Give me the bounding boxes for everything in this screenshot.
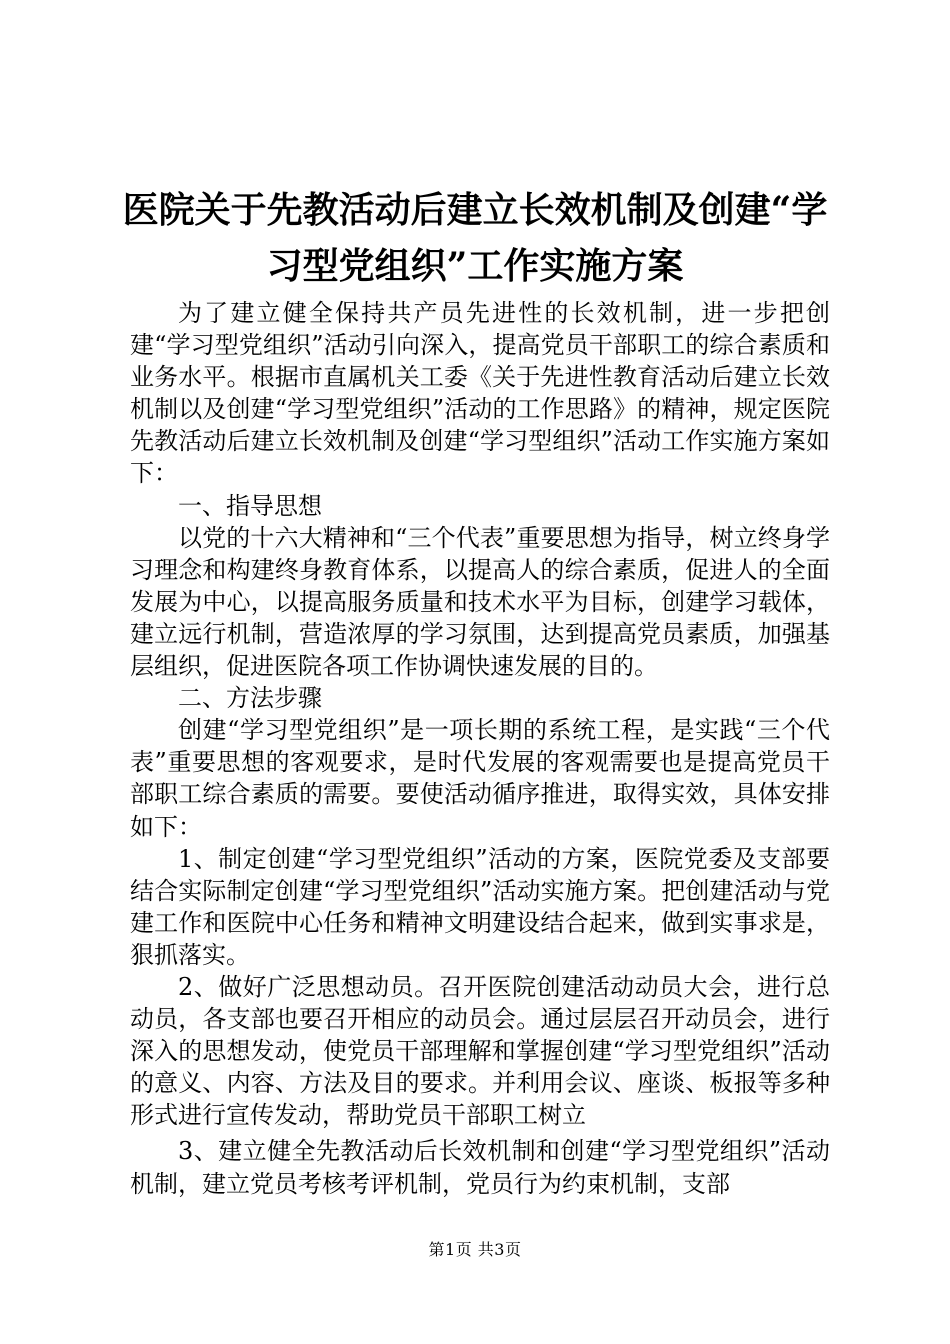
document-title-line-1: 医院关于先教活动后建立长效机制及创建“学 — [122, 189, 828, 231]
paragraph-guiding-thought: 以党的十六大精神和“三个代表”重要思想为指导，树立终身学习理念和构建终身教育体系，以提高人的综合素质，促进人的全面发展为中心，以提高服务质量和技术水平为目标，创建学习载体，建立远行机制，营造浓厚的学习氛围，达到提高党员素质，加强基层组织，促进医院各项工作协调快速发展的目的。 — [130, 523, 830, 681]
paragraph-step-1: 1、制定创建“学习型党组织”活动的方案，医院党委及支部要结合实际制定创建“学习型党组织”活动实施方案。把创建活动与党建工作和医院中心任务和精神文明建设结合起来，做到实事求是，狠抓落实。 — [130, 844, 830, 969]
paragraph-step-3: 3、建立健全先教活动后长效机制和创建“学习型党组织”活动机制，建立党员考核考评机制，党员行为约束机制，支部 — [130, 1137, 830, 1198]
section-heading-method-steps: 二、方法步骤 — [178, 684, 322, 713]
paragraph-step-2: 2、做好广泛思想动员。召开医院创建活动动员大会，进行总动员，各支部也要召开相应的动员会。通过层层召开动员会，进行深入的思想发动，使党员干部理解和掌握创建“学习型党组织”活动的意义、内容、方法及目的要求。并利用会议、座谈、板报等多种形式进行宣传发动，帮助党员干部职工树立 — [130, 972, 830, 1130]
paragraph-method-overview: 创建“学习型党组织”是一项长期的系统工程，是实践“三个代表”重要思想的客观要求，是时代发展的客观需要也是提高党员干部职工综合素质的需要。要使活动循序推进，取得实效，具体安排如下： — [130, 716, 830, 841]
paragraph-intro: 为了建立健全保持共产员先进性的长效机制，进一步把创建“学习型党组织”活动引向深入，提高党员干部职工的综合素质和业务水平。根据市直属机关工委《关于先进性教育活动后建立长效机制以及创建“学习型党组织”活动的工作思路》的精神，规定医院先教活动后建立长效机制及创建“学习型组织”活动工作实施方案如下： — [130, 299, 830, 488]
section-heading-guiding-thought: 一、指导思想 — [178, 491, 322, 520]
document-title-line-2: 习型党组织”工作实施方案 — [266, 245, 684, 287]
document-body — [130, 297, 830, 1200]
page-number-footer: 第1页 共3页 — [428, 1240, 522, 1259]
